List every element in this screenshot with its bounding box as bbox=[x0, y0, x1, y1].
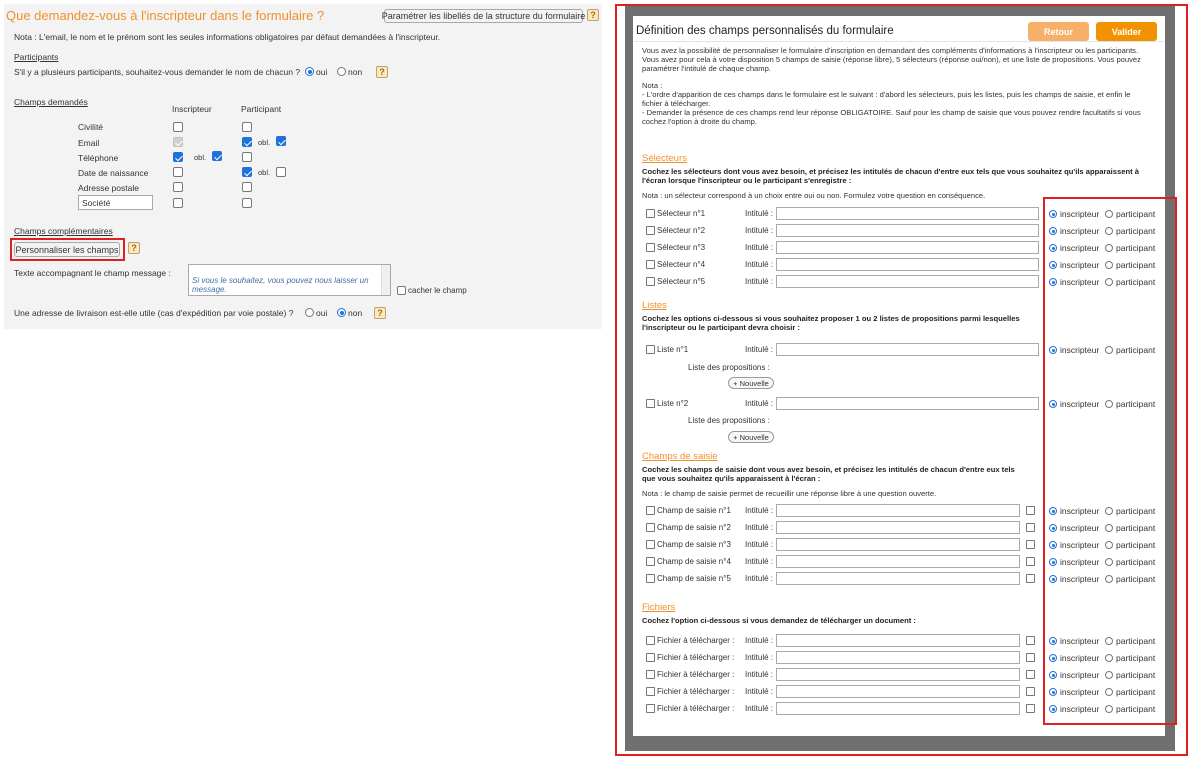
liste-2-intitule-label: Intitulé : bbox=[745, 399, 774, 408]
fichiers-heading: Fichiers bbox=[642, 602, 676, 613]
message-text: Si vous le souhaitez, vous pouvez nous laisser un message. bbox=[192, 276, 369, 294]
selecteur-2-participant-label: participant bbox=[1116, 226, 1156, 236]
textarea-scrollbar[interactable] bbox=[381, 265, 390, 295]
selecteur-1-checkbox[interactable] bbox=[646, 209, 655, 218]
champ-saisie-1-checkbox[interactable] bbox=[646, 506, 655, 515]
fichier-4-intitule-input[interactable] bbox=[776, 685, 1020, 698]
champ-saisie-5-participant-label: participant bbox=[1116, 574, 1156, 584]
fichier-1-label: Fichier à télécharger : bbox=[657, 636, 735, 645]
fichier-5-intitule-label: Intitulé : bbox=[745, 704, 774, 713]
champ-saisie-4-intitule-input[interactable] bbox=[776, 555, 1020, 568]
intro-line-2: Vous avez pour cela à votre disposition 5 champs de saisie (réponse libre), 5 sélecteurs (réponse oui/non), et une liste de propositions. Vous pouvez bbox=[642, 55, 1141, 64]
fichiers-desc: Cochez l'option ci-dessous si vous demandez de télécharger un document : bbox=[642, 616, 916, 625]
fichier-2-intitule-label: Intitulé : bbox=[745, 653, 774, 662]
societe-label-input[interactable]: Société bbox=[78, 195, 153, 210]
adresse-participant-checkbox[interactable] bbox=[242, 182, 252, 192]
fichier-5-inscripteur-label: inscripteur bbox=[1060, 704, 1100, 714]
message-textarea[interactable] bbox=[188, 264, 391, 296]
valider-button[interactable]: Valider bbox=[1096, 22, 1157, 41]
naissance-participant-checkbox[interactable] bbox=[242, 167, 252, 177]
liste-2-checkbox[interactable] bbox=[646, 399, 655, 408]
liste-2-propositions-label: Liste des propositions : bbox=[688, 416, 770, 425]
naissance-inscripteur-checkbox[interactable] bbox=[173, 167, 183, 177]
champ-saisie-1-inscripteur-label: inscripteur bbox=[1060, 506, 1100, 516]
retour-button[interactable]: Retour bbox=[1028, 22, 1089, 41]
nota-line-5: cochez l'option à droite du champ. bbox=[642, 117, 758, 126]
liste-2-inscripteur-label: inscripteur bbox=[1060, 399, 1100, 409]
champ-saisie-2-intitule-input[interactable] bbox=[776, 521, 1020, 534]
cacher-champ-label: cacher le champ bbox=[408, 286, 467, 295]
cacher-champ-checkbox[interactable] bbox=[397, 286, 406, 295]
fichier-5-label: Fichier à télécharger : bbox=[657, 704, 735, 713]
personnaliser-champs-button[interactable]: Personnaliser les champs bbox=[14, 242, 120, 257]
champ-saisie-2-intitule-label: Intitulé : bbox=[745, 523, 774, 532]
nota-line-1: Nota : bbox=[642, 81, 663, 90]
nota-line-3: fichier à télécharger. bbox=[642, 99, 711, 108]
radio-column-highlight bbox=[1043, 197, 1177, 725]
livraison-oui-label: oui bbox=[316, 308, 328, 318]
fichier-3-checkbox[interactable] bbox=[646, 670, 655, 679]
liste-1-label: Liste n°1 bbox=[657, 345, 689, 354]
listes-heading: Listes bbox=[642, 300, 667, 311]
nota-line-2: - L'ordre d'apparition de ces champs dans le formulaire est le suivant : d'abord les sélecteurs, puis les listes, puis les champs de saisie, et enfin le bbox=[642, 90, 1131, 99]
champs-demandes-heading: Champs demandés bbox=[14, 97, 88, 107]
champ-saisie-4-facultatif-checkbox[interactable] bbox=[1026, 557, 1035, 566]
fichier-4-label: Fichier à télécharger : bbox=[657, 687, 735, 696]
civilite-inscripteur-checkbox[interactable] bbox=[173, 122, 183, 132]
selecteur-4-label: Sélecteur n°4 bbox=[657, 260, 706, 269]
field-label-email: Email bbox=[78, 138, 100, 148]
livraison-non-radio[interactable] bbox=[337, 308, 346, 317]
naissance-obl-label: obl. bbox=[258, 168, 271, 177]
fichier-4-inscripteur-label: inscripteur bbox=[1060, 687, 1100, 697]
saisie-desc-2: que vous souhaitez qu'ils apparaissent à l'écran : bbox=[642, 474, 821, 483]
selecteur-4-intitule-label: Intitulé : bbox=[745, 260, 774, 269]
champ-saisie-1-participant-label: participant bbox=[1116, 506, 1156, 516]
selecteur-2-intitule-label: Intitulé : bbox=[745, 226, 774, 235]
fichier-2-extra-checkbox[interactable] bbox=[1026, 653, 1035, 662]
selecteur-5-participant-label: participant bbox=[1116, 277, 1156, 287]
fichier-5-intitule-input[interactable] bbox=[776, 702, 1020, 715]
societe-inscripteur-checkbox[interactable] bbox=[173, 198, 183, 208]
field-label-date-naissance: Date de naissance bbox=[78, 168, 149, 178]
col-inscripteur: Inscripteur bbox=[172, 104, 212, 114]
liste-1-intitule-input[interactable] bbox=[776, 343, 1039, 356]
fichier-5-extra-checkbox[interactable] bbox=[1026, 704, 1035, 713]
livraison-question: Une adresse de livraison est-elle utile (cas d'expédition par voie postale) ? bbox=[14, 308, 294, 318]
selecteur-2-inscripteur-label: inscripteur bbox=[1060, 226, 1100, 236]
liste-1-checkbox[interactable] bbox=[646, 345, 655, 354]
champ-saisie-2-facultatif-checkbox[interactable] bbox=[1026, 523, 1035, 532]
selecteurs-desc-2: l'écran lorsque l'inscripteur ou le participant s'enregistre : bbox=[642, 176, 852, 185]
nota-line-4: - Demander la présence de ces champs rend leur réponse OBLIGATOIRE. Sauf pour les champ de saisie que vous pouvez rendre facultatifs si vous bbox=[642, 108, 1141, 117]
champ-saisie-4-intitule-label: Intitulé : bbox=[745, 557, 774, 566]
liste-1-nouvelle-button[interactable]: + Nouvelle bbox=[728, 377, 774, 389]
champs-complementaires-heading: Champs complémentaires bbox=[14, 226, 113, 236]
telephone-participant-checkbox[interactable] bbox=[242, 152, 252, 162]
champ-saisie-4-inscripteur-label: inscripteur bbox=[1060, 557, 1100, 567]
fichier-2-intitule-input[interactable] bbox=[776, 651, 1020, 664]
telephone-obl-checkbox[interactable] bbox=[212, 151, 222, 161]
champ-saisie-3-facultatif-checkbox[interactable] bbox=[1026, 540, 1035, 549]
champ-saisie-1-intitule-label: Intitulé : bbox=[745, 506, 774, 515]
col-participant: Participant bbox=[241, 104, 282, 114]
liste-2-nouvelle-button[interactable]: + Nouvelle bbox=[728, 431, 774, 443]
selecteur-1-label: Sélecteur n°1 bbox=[657, 209, 706, 218]
field-label-telephone: Téléphone bbox=[78, 153, 119, 163]
selecteur-5-inscripteur-label: inscripteur bbox=[1060, 277, 1100, 287]
selecteur-1-inscripteur-label: inscripteur bbox=[1060, 209, 1100, 219]
liste-2-intitule-input[interactable] bbox=[776, 397, 1039, 410]
selecteurs-heading: Sélecteurs bbox=[642, 153, 687, 164]
help-icon[interactable]: ? bbox=[374, 307, 386, 319]
selecteur-4-inscripteur-label: inscripteur bbox=[1060, 260, 1100, 270]
fichier-4-intitule-label: Intitulé : bbox=[745, 687, 774, 696]
fichier-2-label: Fichier à télécharger : bbox=[657, 653, 735, 662]
fichier-4-extra-checkbox[interactable] bbox=[1026, 687, 1035, 696]
participants-non-radio[interactable] bbox=[337, 67, 346, 76]
fichier-3-extra-checkbox[interactable] bbox=[1026, 670, 1035, 679]
selecteur-5-label: Sélecteur n°5 bbox=[657, 277, 706, 286]
page-title: Que demandez-vous à l'inscripteur dans le formulaire ? bbox=[6, 8, 325, 23]
fichier-1-participant-label: participant bbox=[1116, 636, 1156, 646]
fichier-3-participant-label: participant bbox=[1116, 670, 1156, 680]
societe-participant-checkbox[interactable] bbox=[242, 198, 252, 208]
champ-saisie-3-participant-label: participant bbox=[1116, 540, 1156, 550]
modal-title: Définition des champs personnalisés du formulaire bbox=[636, 25, 894, 37]
selecteur-2-intitule-input[interactable] bbox=[776, 224, 1039, 237]
fichier-1-checkbox[interactable] bbox=[646, 636, 655, 645]
champ-saisie-1-label: Champ de saisie n°1 bbox=[657, 506, 731, 515]
champ-saisie-4-label: Champ de saisie n°4 bbox=[657, 557, 731, 566]
selecteur-3-label: Sélecteur n°3 bbox=[657, 243, 706, 252]
champ-saisie-3-label: Champ de saisie n°3 bbox=[657, 540, 731, 549]
champ-saisie-5-checkbox[interactable] bbox=[646, 574, 655, 583]
participants-question: S'il y a plusieurs participants, souhaitez-vous demander le nom de chacun ? bbox=[14, 67, 301, 77]
intro-line-3: paramétrer l'intitulé de chaque champ. bbox=[642, 64, 771, 73]
help-icon[interactable]: ? bbox=[128, 242, 140, 254]
selecteur-1-participant-label: participant bbox=[1116, 209, 1156, 219]
selecteur-2-checkbox[interactable] bbox=[646, 226, 655, 235]
fichier-4-checkbox[interactable] bbox=[646, 687, 655, 696]
champ-saisie-4-checkbox[interactable] bbox=[646, 557, 655, 566]
fichier-3-intitule-input[interactable] bbox=[776, 668, 1020, 681]
champ-saisie-3-checkbox[interactable] bbox=[646, 540, 655, 549]
message-label: Texte accompagnant le champ message : bbox=[14, 268, 171, 278]
liste-1-participant-label: participant bbox=[1116, 345, 1156, 355]
selecteur-1-intitule-label: Intitulé : bbox=[745, 209, 774, 218]
selecteur-4-checkbox[interactable] bbox=[646, 260, 655, 269]
liste-1-propositions-label: Liste des propositions : bbox=[688, 363, 770, 372]
champ-saisie-1-facultatif-checkbox[interactable] bbox=[1026, 506, 1035, 515]
telephone-obl-label: obl. bbox=[194, 153, 207, 162]
selecteur-3-participant-label: participant bbox=[1116, 243, 1156, 253]
telephone-inscripteur-checkbox[interactable] bbox=[173, 152, 183, 162]
email-obl-label: obl. bbox=[258, 138, 271, 147]
adresse-inscripteur-checkbox[interactable] bbox=[173, 182, 183, 192]
livraison-non-label: non bbox=[348, 308, 363, 318]
participants-non-label: non bbox=[348, 67, 363, 77]
naissance-obl-checkbox[interactable] bbox=[276, 167, 286, 177]
fichier-4-participant-label: participant bbox=[1116, 687, 1156, 697]
email-inscripteur-checkbox bbox=[173, 137, 183, 147]
participants-oui-radio[interactable] bbox=[305, 67, 314, 76]
fichier-1-extra-checkbox[interactable] bbox=[1026, 636, 1035, 645]
saisie-nota: Nota : le champ de saisie permet de recueillir une réponse libre à une question ouverte. bbox=[642, 489, 937, 498]
saisie-desc-1: Cochez les champs de saisie dont vous avez besoin, et précisez les intitulés de chacun d'entre eux tels bbox=[642, 465, 1015, 474]
selecteur-4-participant-label: participant bbox=[1116, 260, 1156, 270]
civilite-participant-checkbox[interactable] bbox=[242, 122, 252, 132]
champ-saisie-2-checkbox[interactable] bbox=[646, 523, 655, 532]
fichier-5-participant-label: participant bbox=[1116, 704, 1156, 714]
fichier-3-inscripteur-label: inscripteur bbox=[1060, 670, 1100, 680]
champ-saisie-4-participant-label: participant bbox=[1116, 557, 1156, 567]
help-icon[interactable]: ? bbox=[376, 66, 388, 78]
saisie-heading: Champs de saisie bbox=[642, 451, 718, 462]
field-label-civilite: Civilité bbox=[78, 122, 104, 132]
listes-desc-2: l'inscripteur ou le participant devra choisir : bbox=[642, 323, 800, 332]
liste-2-participant-label: participant bbox=[1116, 399, 1156, 409]
champ-saisie-5-inscripteur-label: inscripteur bbox=[1060, 574, 1100, 584]
selecteur-5-checkbox[interactable] bbox=[646, 277, 655, 286]
fichier-1-intitule-input[interactable] bbox=[776, 634, 1020, 647]
nota-text: Nota : L'email, le nom et le prénom sont les seules informations obligatoires par défaut demandées à l'inscripteur. bbox=[14, 32, 441, 42]
liste-1-intitule-label: Intitulé : bbox=[745, 345, 774, 354]
selecteur-3-checkbox[interactable] bbox=[646, 243, 655, 252]
fichier-5-checkbox[interactable] bbox=[646, 704, 655, 713]
param-labels-button[interactable]: Paramétrer les libellés de la structure du formulaire bbox=[381, 11, 586, 21]
highlight-box bbox=[10, 238, 125, 261]
fichier-3-label: Fichier à télécharger : bbox=[657, 670, 735, 679]
champ-saisie-2-inscripteur-label: inscripteur bbox=[1060, 523, 1100, 533]
liste-1-inscripteur-label: inscripteur bbox=[1060, 345, 1100, 355]
champ-saisie-2-participant-label: participant bbox=[1116, 523, 1156, 533]
divider bbox=[634, 41, 1164, 42]
champ-saisie-3-inscripteur-label: inscripteur bbox=[1060, 540, 1100, 550]
champ-saisie-5-facultatif-checkbox[interactable] bbox=[1026, 574, 1035, 583]
selecteur-5-intitule-input[interactable] bbox=[776, 275, 1039, 288]
email-participant-checkbox[interactable] bbox=[242, 137, 252, 147]
champ-saisie-1-intitule-input[interactable] bbox=[776, 504, 1020, 517]
fichier-2-checkbox[interactable] bbox=[646, 653, 655, 662]
field-label-adresse: Adresse postale bbox=[78, 183, 139, 193]
selecteur-5-intitule-label: Intitulé : bbox=[745, 277, 774, 286]
champ-saisie-3-intitule-label: Intitulé : bbox=[745, 540, 774, 549]
help-icon[interactable]: ? bbox=[587, 9, 599, 21]
listes-desc-1: Cochez les options ci-dessous si vous souhaitez proposer 1 ou 2 listes de propositions parmi lesquelles bbox=[642, 314, 1020, 323]
selecteur-3-intitule-label: Intitulé : bbox=[745, 243, 774, 252]
livraison-oui-radio[interactable] bbox=[305, 308, 314, 317]
champ-saisie-5-label: Champ de saisie n°5 bbox=[657, 574, 731, 583]
selecteur-3-inscripteur-label: inscripteur bbox=[1060, 243, 1100, 253]
selecteur-4-intitule-input[interactable] bbox=[776, 258, 1039, 271]
fichier-1-intitule-label: Intitulé : bbox=[745, 636, 774, 645]
fichier-2-participant-label: participant bbox=[1116, 653, 1156, 663]
email-obl-checkbox[interactable] bbox=[276, 136, 286, 146]
selecteurs-nota: Nota : un sélecteur correspond à un choix entre oui ou non. Formulez votre question en conséquence. bbox=[642, 191, 986, 200]
champ-saisie-5-intitule-input[interactable] bbox=[776, 572, 1020, 585]
participants-oui-label: oui bbox=[316, 67, 328, 77]
fichier-1-inscripteur-label: inscripteur bbox=[1060, 636, 1100, 646]
champ-saisie-3-intitule-input[interactable] bbox=[776, 538, 1020, 551]
participants-heading: Participants bbox=[14, 52, 59, 62]
liste-2-label: Liste n°2 bbox=[657, 399, 689, 408]
intro-line-1: Vous avez la possibilité de personnaliser le formulaire d'inscription en demandant des compléments d'informations à l'inscripteur ou les participants. bbox=[642, 46, 1139, 55]
champ-saisie-5-intitule-label: Intitulé : bbox=[745, 574, 774, 583]
selecteur-1-intitule-input[interactable] bbox=[776, 207, 1039, 220]
fichier-2-inscripteur-label: inscripteur bbox=[1060, 653, 1100, 663]
champ-saisie-2-label: Champ de saisie n°2 bbox=[657, 523, 731, 532]
fichier-3-intitule-label: Intitulé : bbox=[745, 670, 774, 679]
selecteur-2-label: Sélecteur n°2 bbox=[657, 226, 706, 235]
selecteurs-desc-1: Cochez les sélecteurs dont vous avez besoin, et précisez les intitulés de chacun d'entre eux tels que vous souhaitez qu'ils apparaissent à bbox=[642, 167, 1139, 176]
selecteur-3-intitule-input[interactable] bbox=[776, 241, 1039, 254]
